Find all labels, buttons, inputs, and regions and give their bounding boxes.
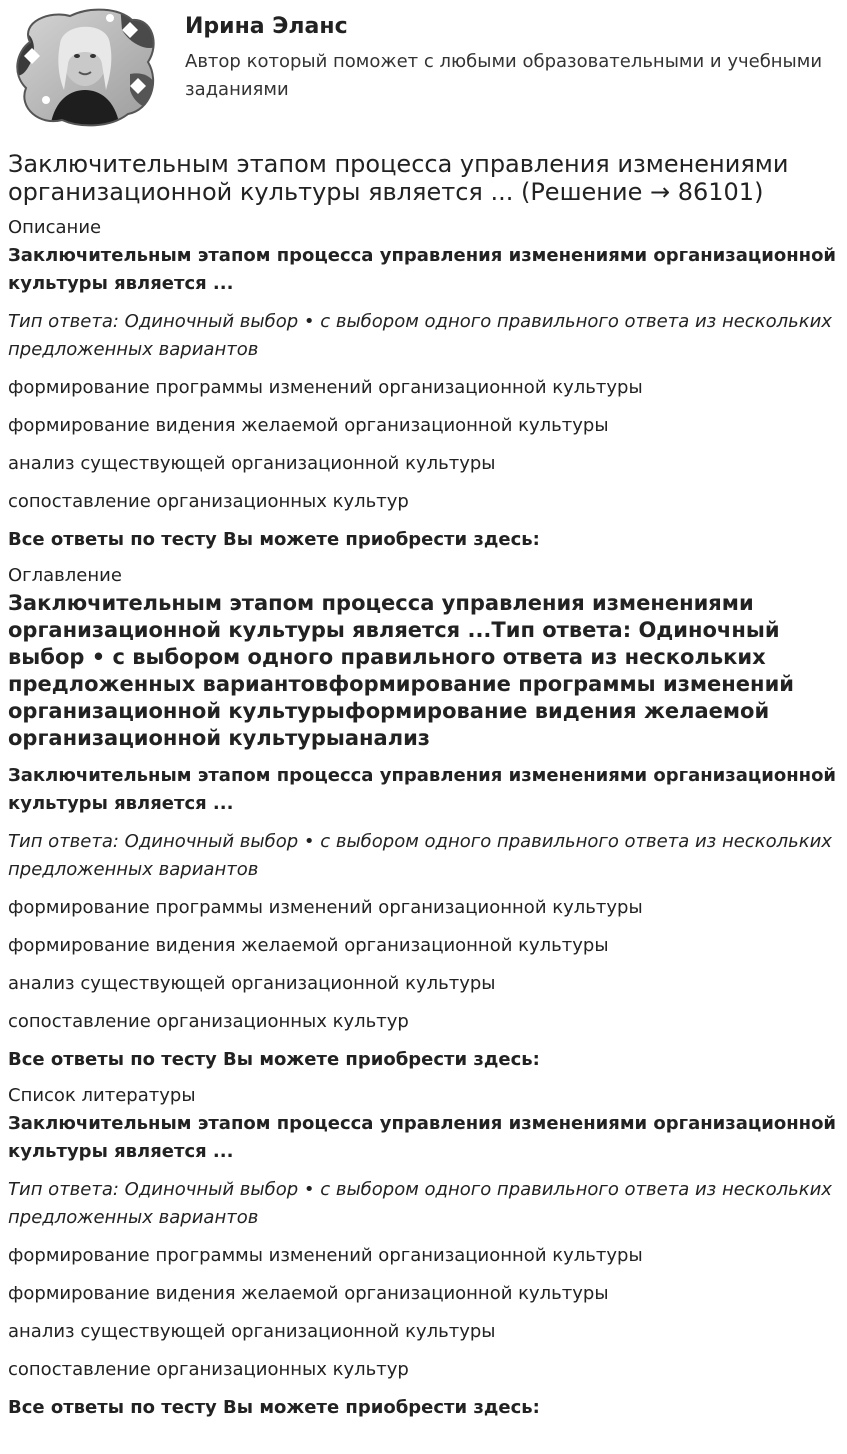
answer-option: формирование видения желаемой организационной культуры <box>8 935 609 956</box>
question-text: Заключительным этапом процесса управления изменениями организационной культуры является ... <box>8 1113 837 1162</box>
answer-type: Тип ответа: Одиночный выбор • с выбором одного правильного ответа из нескольких предложенных вариантов <box>8 1179 832 1228</box>
answer-option: анализ существующей организационной культуры <box>8 453 496 474</box>
answer-option: сопоставление организационных культур <box>8 1011 409 1032</box>
author-header <box>8 0 839 150</box>
answer-option: сопоставление организационных культур <box>8 491 409 512</box>
toc-heading: Заключительным этапом процесса управления изменениями организационной культуры является ...Тип ответа: Одиночный выбор • с выбором одного правильного ответа из нескольких предложенных вариантовформирование программы изменений организационной культурыформирование видения желаемой организационной культурыанализ <box>8 591 794 750</box>
answer-option: формирование видения желаемой организационной культуры <box>8 1283 609 1304</box>
answer-option: формирование видения желаемой организационной культуры <box>8 415 609 436</box>
section-label-toc: Оглавление <box>8 565 122 586</box>
section-label-literature: Список литературы <box>8 1085 196 1106</box>
answer-type: Тип ответа: Одиночный выбор • с выбором одного правильного ответа из нескольких предложенных вариантов <box>8 831 832 880</box>
answer-type: Тип ответа: Одиночный выбор • с выбором одного правильного ответа из нескольких предложенных вариантов <box>8 311 832 360</box>
author-name[interactable]: Ирина Эланс <box>185 14 348 39</box>
answer-option: формирование программы изменений организационной культуры <box>8 897 643 918</box>
section-label-description: Описание <box>8 217 102 238</box>
answer-option: формирование программы изменений организационной культуры <box>8 1245 643 1266</box>
answer-option: анализ существующей организационной культуры <box>8 1321 496 1342</box>
question-text: Заключительным этапом процесса управления изменениями организационной культуры является ... <box>8 245 837 294</box>
buy-answers-text: Все ответы по тесту Вы можете приобрести здесь: <box>8 1397 540 1418</box>
buy-answers-text: Все ответы по тесту Вы можете приобрести здесь: <box>8 1049 540 1070</box>
page-title: Заключительным этапом процесса управления изменениями организационной культуры является ... (Решение → 86101) <box>8 150 789 206</box>
author-description: Автор который поможет с любыми образовательными и учебными заданиями <box>185 51 823 100</box>
author-avatar <box>10 4 160 128</box>
answer-option: анализ существующей организационной культуры <box>8 973 496 994</box>
answer-option: формирование программы изменений организационной культуры <box>8 377 643 398</box>
buy-answers-text: Все ответы по тесту Вы можете приобрести здесь: <box>8 529 540 550</box>
question-text: Заключительным этапом процесса управления изменениями организационной культуры является ... <box>8 765 837 814</box>
answer-option: сопоставление организационных культур <box>8 1359 409 1380</box>
